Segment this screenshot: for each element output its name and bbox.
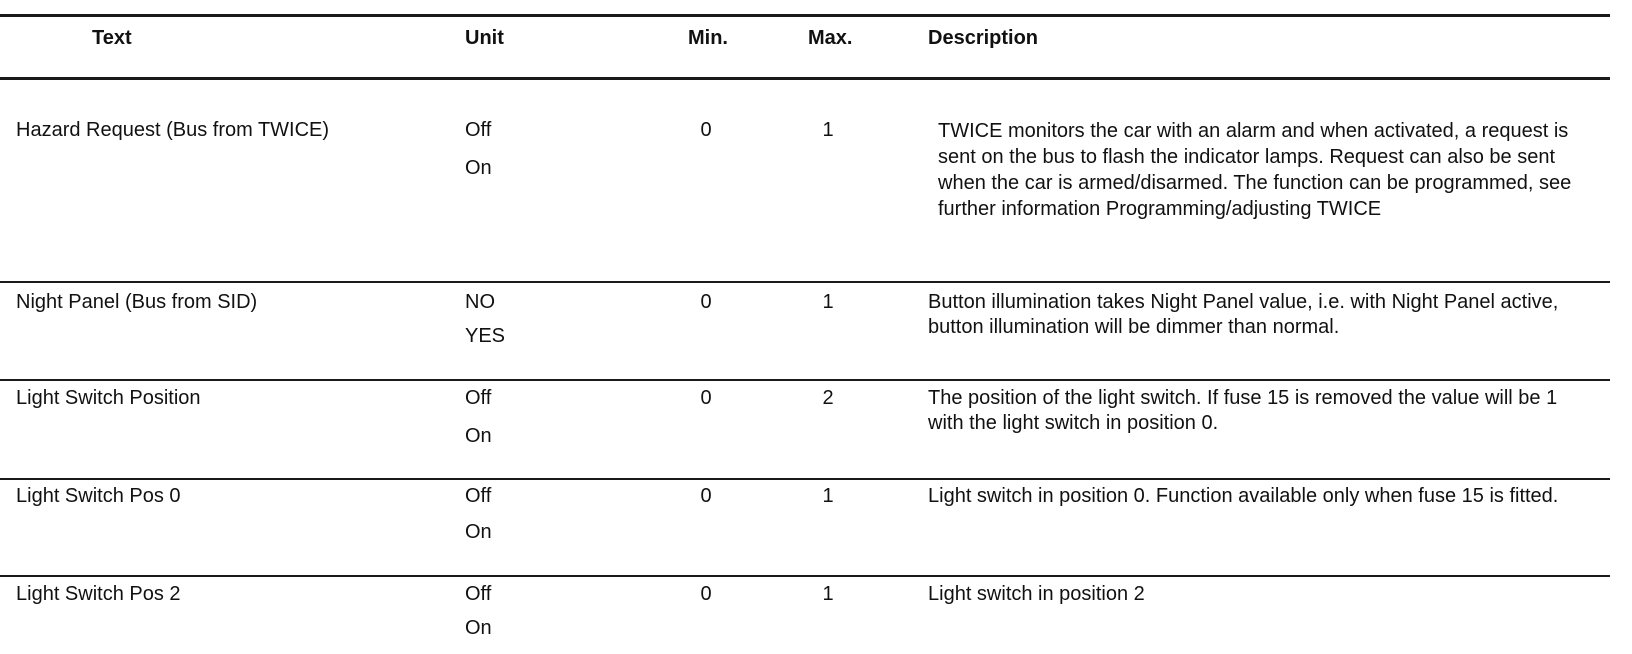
- row-separator: [0, 478, 1610, 480]
- table-row-max: 2: [822, 387, 834, 409]
- table-row-description: Light switch in position 0. Function available only when fuse 15 is fitted.: [928, 485, 1559, 507]
- table-row-description: Light switch in position 2: [928, 583, 1145, 605]
- table-row-min: 0: [700, 291, 712, 313]
- row-separator: [0, 281, 1610, 283]
- unit-value: Off: [465, 583, 492, 605]
- table-row-unit: [465, 484, 492, 558]
- unit-value: On: [465, 157, 492, 179]
- table-row-text: Light Switch Pos 0: [16, 485, 181, 507]
- row-separator: [0, 575, 1610, 577]
- table-row-min: 0: [700, 119, 712, 141]
- header-unit: Unit: [465, 27, 504, 49]
- table-row-text: Light Switch Position: [16, 387, 201, 409]
- table-row-unit: [465, 290, 505, 362]
- table-row-unit: [465, 118, 492, 194]
- table-row-description: Button illumination takes Night Panel value, i.e. with Night Panel active, button illumination will be dimmer than normal.: [928, 291, 1559, 338]
- table-row-min: 0: [700, 387, 712, 409]
- table-row-max: 1: [822, 583, 834, 605]
- unit-value: YES: [465, 325, 506, 347]
- table-row-min: 0: [700, 485, 712, 507]
- header-description: Description: [928, 27, 1039, 49]
- unit-value: Off: [465, 485, 492, 507]
- table-row-description: TWICE monitors the car with an alarm and when activated, a request is sent on the bus to flash the indicator lamps. Request can also be sent when the car is armed/disarmed. The function can be programmed, see further information Programming/adjusting TWICE: [938, 120, 1572, 220]
- header-max: Max.: [808, 27, 853, 49]
- header-min: Min.: [688, 27, 728, 49]
- header-bottom-rule: [0, 77, 1610, 80]
- row-separator: [0, 379, 1610, 381]
- table-row-unit: [465, 386, 492, 462]
- table-row-max: 1: [822, 485, 834, 507]
- table-row-max: 1: [822, 291, 834, 313]
- table-row-text: Hazard Request (Bus from TWICE): [16, 119, 330, 141]
- table-top-rule: [0, 14, 1610, 17]
- unit-value: Off: [465, 119, 492, 141]
- table-row-description: The position of the light switch. If fuse 15 is removed the value will be 1 with the light switch in position 0.: [928, 387, 1558, 434]
- table-row-text: Night Panel (Bus from SID): [16, 291, 258, 313]
- table-row-max: 1: [822, 119, 834, 141]
- header-text: Text: [92, 27, 132, 49]
- table-row-min: 0: [700, 583, 712, 605]
- unit-value: On: [465, 521, 492, 543]
- unit-value: On: [465, 617, 492, 639]
- table-row-text: Light Switch Pos 2: [16, 583, 181, 605]
- unit-value: Off: [465, 387, 492, 409]
- table-row-unit: [465, 582, 492, 654]
- unit-value: NO: [465, 291, 495, 313]
- unit-value: On: [465, 425, 492, 447]
